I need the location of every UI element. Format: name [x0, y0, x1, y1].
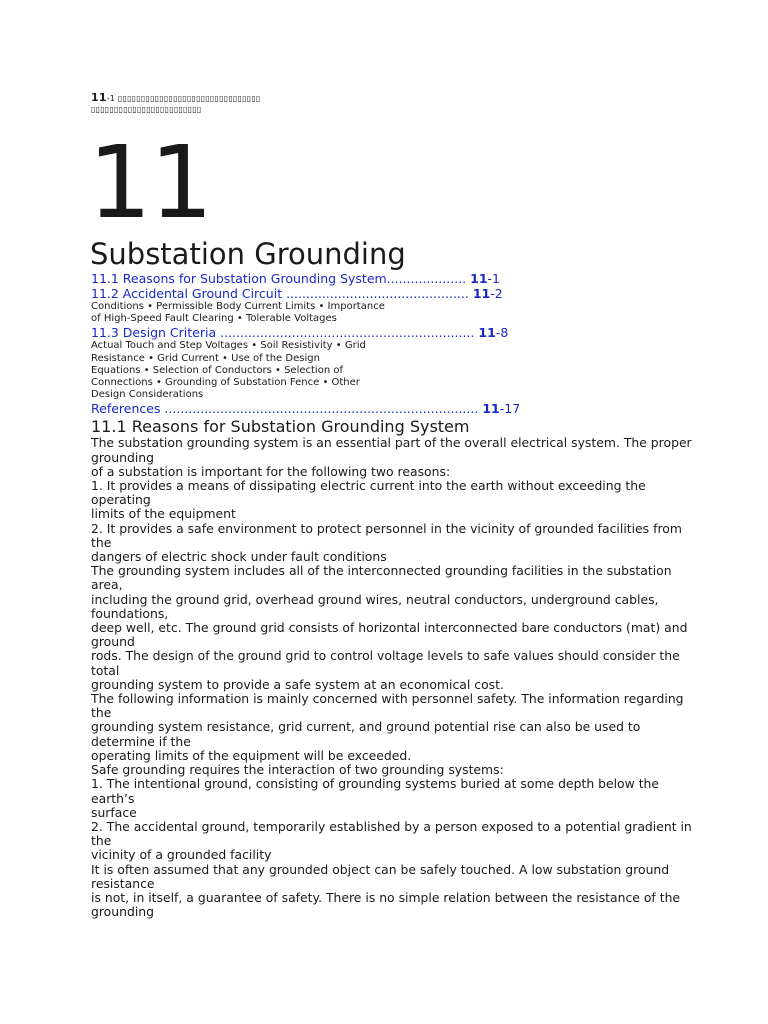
- toc-subtopic-line: Actual Touch and Step Voltages • Soil Resistivity • Grid: [91, 340, 366, 352]
- toc-subtopic-line: Conditions • Permissible Body Current Limits • Importance: [91, 301, 385, 312]
- body-text-line: determine if the: [91, 733, 191, 749]
- body-text-line: ground: [91, 634, 135, 650]
- body-text-line: grounding: [91, 449, 154, 465]
- toc-subtopic-line: of High-Speed Fault Clearing • Tolerable Voltages: [91, 313, 337, 325]
- toc-entry-page[interactable]: 11-8: [478, 325, 509, 341]
- toc-entry-label[interactable]: References ...............................................................................: [91, 401, 479, 417]
- document-page: [88, 91, 692, 920]
- body-text-line: 1. It provides a means of dissipating electric current into the earth without exceeding the: [91, 478, 646, 494]
- body-text-line: operating limits of the equipment will be exceeded.: [91, 747, 412, 763]
- toc-subtopic-line: Equations • Selection of Conductors • Selection of: [91, 364, 343, 376]
- body-text-line: resistance: [91, 875, 155, 891]
- body-text-line: 1. The intentional ground, consisting of grounding systems buried at some depth below the: [91, 776, 660, 792]
- body-text-line: operating: [91, 492, 151, 508]
- body-text-line: It is often assumed that any grounded object can be safely touched. A low substation ground: [91, 861, 670, 877]
- body-text-line: foundations,: [91, 605, 169, 621]
- body-text-line: earth’s: [91, 790, 135, 806]
- body-text-line: the: [91, 534, 112, 550]
- toc-entry-label[interactable]: 11.3 Design Criteria ................................................................: [91, 325, 475, 341]
- header-glyphs-2: ▯▯▯▯▯▯▯▯▯▯▯▯▯▯▯▯▯▯▯▯▯▯▯▯: [91, 105, 202, 114]
- body-text-line: grounding system to provide a safe system at an economical cost.: [91, 676, 504, 692]
- body-text-line: vicinity of a grounded facility: [91, 847, 272, 863]
- header-glyphs-1: ▯▯▯▯▯▯▯▯▯▯▯▯▯▯▯▯▯▯▯▯▯▯▯▯▯▯▯▯▯▯▯: [117, 94, 261, 103]
- toc-entry-page[interactable]: 11-17: [482, 401, 521, 417]
- toc-entry-label[interactable]: 11.2 Accidental Ground Circuit ..............................................: [91, 286, 469, 301]
- body-text-line: limits of the equipment: [91, 506, 236, 522]
- toc-entry[interactable]: [91, 271, 681, 286]
- header-chapter-num: 11: [91, 91, 107, 104]
- toc-subtopic-line: Connections • Grounding of Substation Fence • Other: [91, 377, 360, 389]
- section-body: [91, 435, 692, 920]
- body-text-line: 2. It provides a safe environment to protect personnel in the vicinity of grounded facilities from: [91, 520, 682, 536]
- body-text-line: rods. The design of the ground grid to control voltage levels to safe values should consider the: [91, 648, 680, 664]
- toc-subtopic-line: Resistance • Grid Current • Use of the Design: [91, 352, 320, 364]
- header-line-1: [91, 92, 681, 104]
- body-text-line: surface: [91, 804, 137, 820]
- chapter-number: 11: [88, 124, 212, 241]
- body-text-line: grounding: [91, 904, 154, 920]
- section-heading: 11.1 Reasons for Substation Grounding System: [91, 417, 470, 437]
- toc-subtopics: [91, 301, 681, 325]
- toc-entry[interactable]: [91, 401, 681, 416]
- table-of-contents: [91, 271, 681, 416]
- body-text-line: The grounding system includes all of the interconnected grounding facilities in the substation: [91, 563, 672, 579]
- body-text-line: grounding system resistance, grid current, and ground potential rise can also be used to: [91, 719, 641, 735]
- body-text-line: of a substation is important for the following two reasons:: [91, 463, 451, 479]
- body-text-line: The substation grounding system is an essential part of the overall electrical system. The proper: [91, 435, 692, 451]
- toc-entry[interactable]: [91, 325, 681, 340]
- body-text-line: the: [91, 705, 112, 721]
- body-text-line: Safe grounding requires the interaction of two grounding systems:: [91, 762, 504, 778]
- body-text-line: total: [91, 662, 120, 678]
- chapter-title: Substation Grounding: [90, 237, 406, 271]
- body-text-line: including the ground grid, overhead ground wires, neutral conductors, underground cables,: [91, 591, 659, 607]
- toc-entry-page[interactable]: 11-2: [472, 286, 503, 301]
- toc-entry[interactable]: [91, 286, 681, 301]
- body-text-line: deep well, etc. The ground grid consists of horizontal interconnected bare conductors (mat) and: [91, 620, 688, 636]
- toc-subtopic-line: Design Considerations: [91, 389, 204, 401]
- body-text-line: area,: [91, 577, 123, 593]
- running-header: [91, 92, 681, 115]
- toc-entry-label[interactable]: 11.1 Reasons for Substation Grounding System....................: [91, 271, 467, 286]
- body-text-line: the: [91, 833, 112, 849]
- body-text-line: The following information is mainly concerned with personnel safety. The information regarding: [91, 691, 684, 707]
- toc-entry-page[interactable]: 11-1: [470, 271, 501, 286]
- body-text-line: is not, in itself, a guarantee of safety. There is no simple relation between the resistance of the: [91, 889, 681, 905]
- toc-subtopics: [91, 340, 681, 401]
- body-text-line: dangers of electric shock under fault conditions: [91, 549, 387, 565]
- body-text-line: 2. The accidental ground, temporarily established by a person exposed to a potential gradient in: [91, 818, 692, 834]
- header-page-suffix: -1: [106, 94, 116, 103]
